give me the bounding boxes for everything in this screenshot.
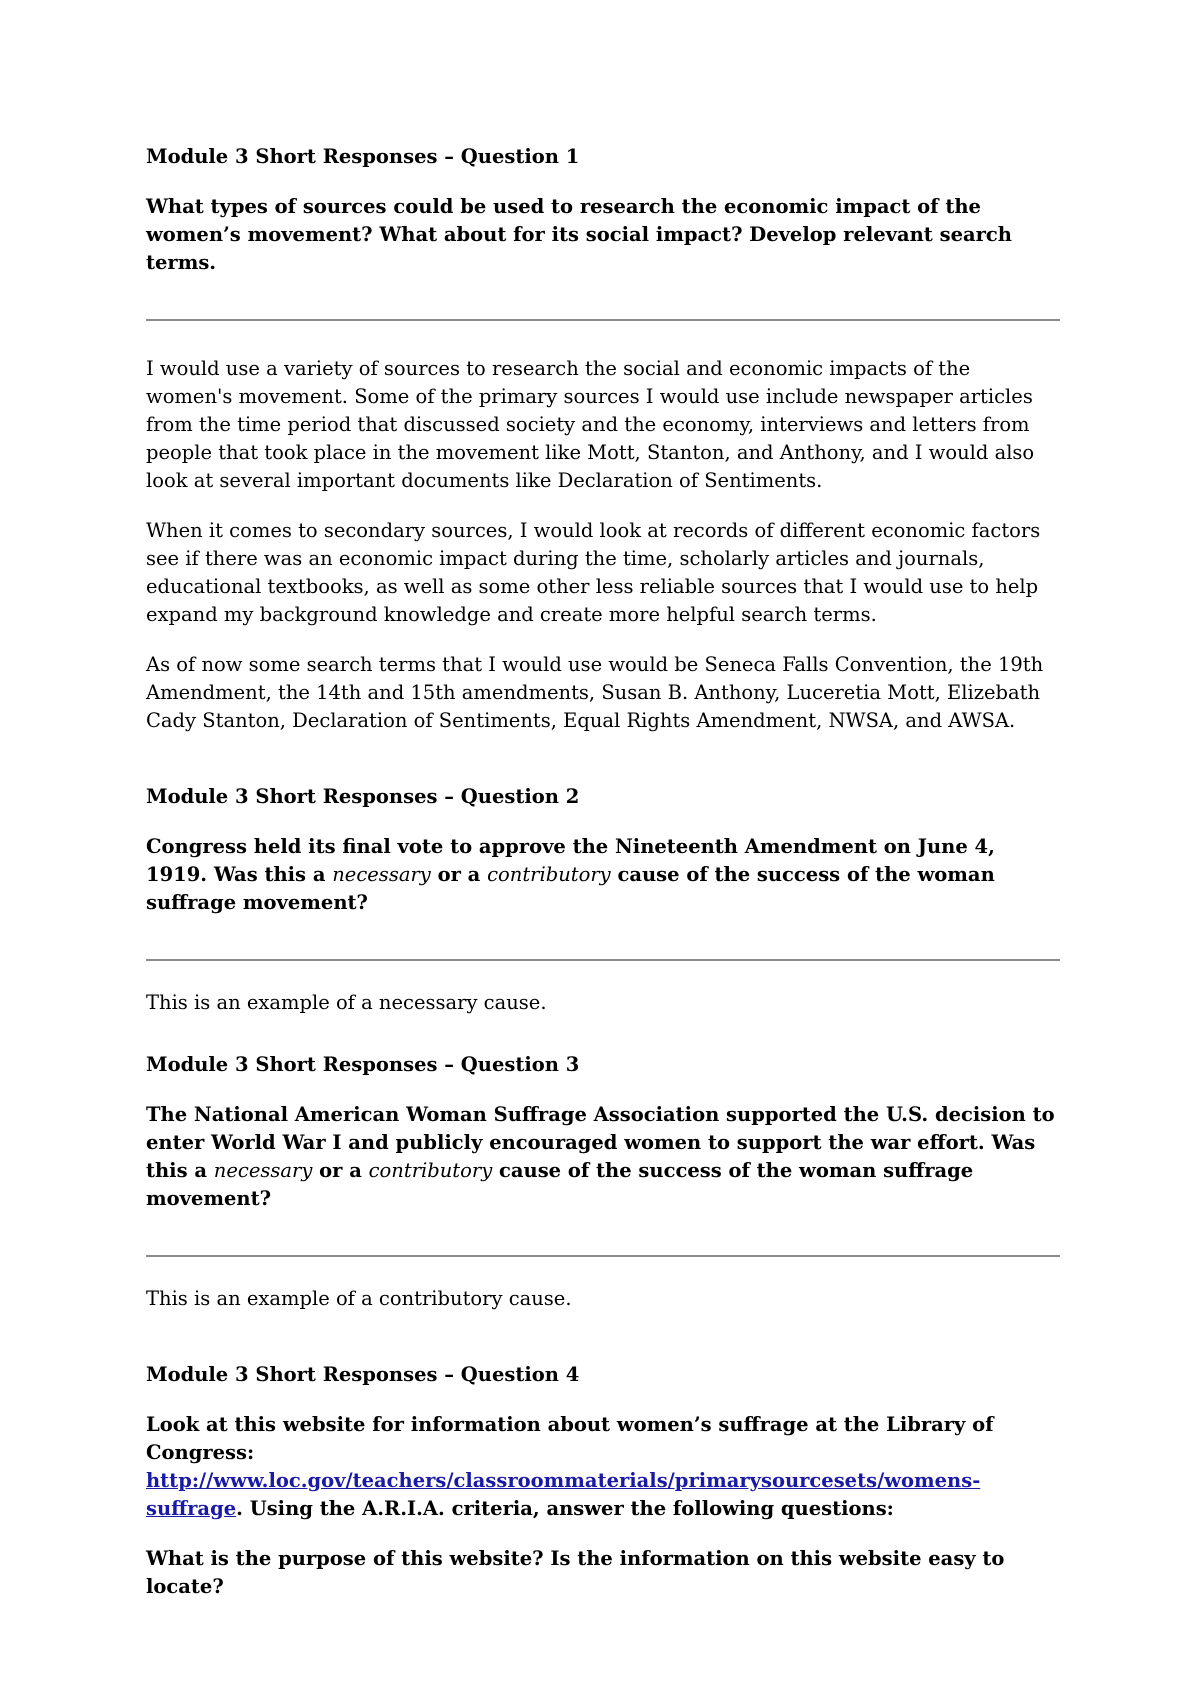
question-4-title: Module 3 Short Responses – Question 4: [146, 1363, 580, 1386]
italic-contributory: contributory: [487, 863, 611, 886]
italic-necessary: necessary: [332, 863, 431, 886]
answer-2: This is an example of a necessary cause.: [146, 991, 547, 1014]
question-3-title: Module 3 Short Responses – Question 3: [146, 1053, 580, 1076]
italic-necessary: necessary: [213, 1159, 313, 1182]
answer-1-paragraph-1: I would use a variety of sources to research the social and economic impacts of the women's movement. Some of the primary sources I would use include newspaper articles from the time period that discussed society and the economy, interviews and letters from people that took place in the movement like Mott, Stanton, and Anthony, and I would also look at several important documents like Declaration of Sentiments.: [146, 357, 1035, 492]
question-2-title: Module 3 Short Responses – Question 2: [146, 785, 580, 808]
question-4-prompt: Look at this website for information about women’s suffrage at the Library of Congress: http://www.loc.gov/teachers/classroommaterials/primarysourcesets/womens-suffrage. Using the A.R.I.A. criteria, answer the following questions:: [146, 1413, 994, 1520]
question-1-prompt: What types of sources could be used to research the economic impact of the women’s movement? What about for its social impact? Develop relevant search terms.: [146, 195, 1012, 274]
answer-1-paragraph-3: As of now some search terms that I would use would be Seneca Falls Convention, the 19th Amendment, the 14th and 15th amendments, Susan B. Anthony, Luceretia Mott, Elizebath Cady Stanton, Declaration of Sentiments, Equal Rights Amendment, NWSA, and AWSA.: [146, 653, 1044, 732]
question-1-title: Module 3 Short Responses – Question 1: [146, 145, 580, 168]
question-3-prompt: The National American Woman Suffrage Association supported the U.S. decision to enter World War I and publicly encouraged women to support the war effort. Was this a necessary or a contributory cause of the success of the woman suffrage movement?: [146, 1103, 1055, 1210]
loc-website-link[interactable]: http://www.loc.gov/teachers/classroommaterials/primarysourcesets/womens-suffrage: [146, 1469, 981, 1520]
question-4-sub-question: What is the purpose of this website? Is the information on this website easy to locate?: [146, 1547, 1005, 1598]
document-page: [146, 143, 1062, 1601]
italic-contributory: contributory: [368, 1159, 493, 1182]
question-2-prompt: Congress held its final vote to approve the Nineteenth Amendment on June 4, 1919. Was this a necessary or a contributory cause of the success of the woman suffrage movement?: [146, 835, 995, 914]
answer-1-paragraph-2: When it comes to secondary sources, I would look at records of different economic factors see if there was an economic impact during the time, scholarly articles and journals, educational textbooks, as well as some other less reliable sources that I would use to help expand my background knowledge and create more helpful search terms.: [146, 519, 1041, 626]
answer-3: This is an example of a contributory cause.: [146, 1287, 572, 1310]
